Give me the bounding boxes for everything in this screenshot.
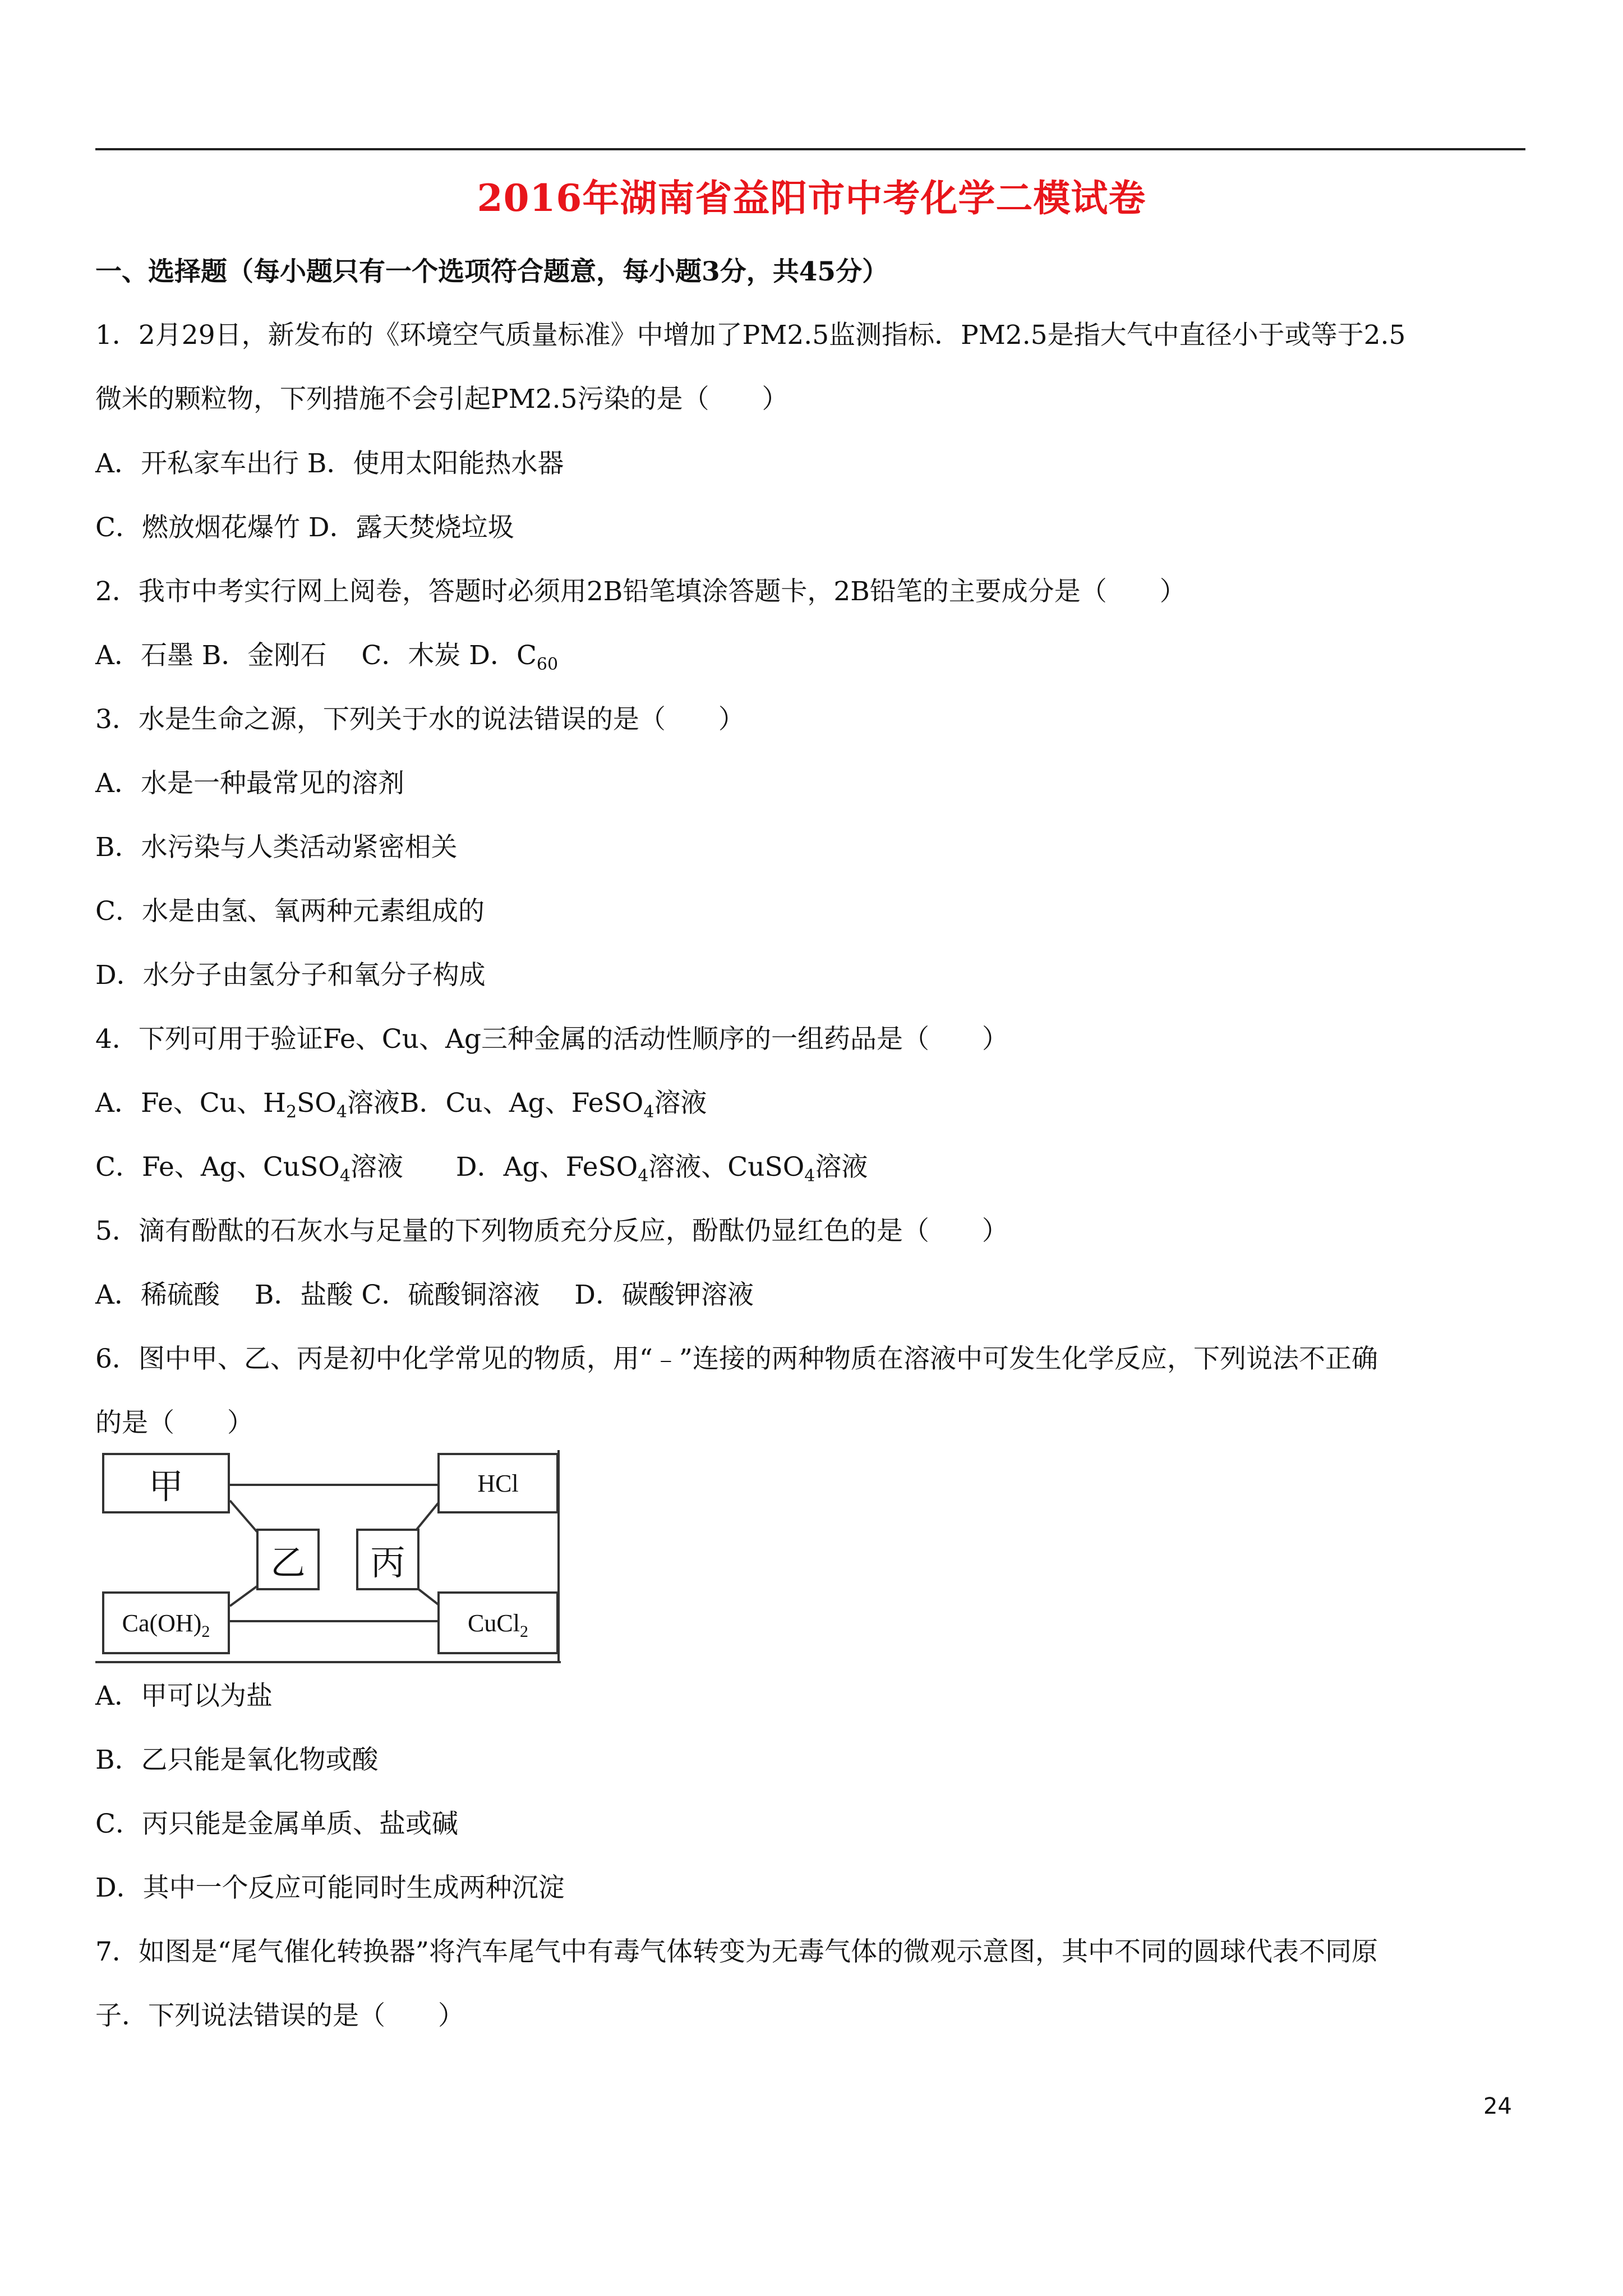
exam-title: 2016年湖南省益阳市中考化学二模试卷 [477,176,1146,220]
question-7-stem-line-1: 7．如图是“尾气催化转换器”将汽车尾气中有毒气体转变为无毒气体的微观示意图，其中不同的圆球代表不同原 [95,1936,1378,1967]
node-yi: 乙 [256,1529,320,1590]
question-4-option-line: A．Fe、Cu、$H_2SO_4$溶液B．Cu、Ag、FeSO$_4$溶液 [95,1088,707,1122]
node-cucl2: CuCl$_2$ [437,1591,559,1654]
question-3-option-a: A．水是一种最常见的溶剂 [95,768,404,799]
question-4-option-line: C．Fe、Ag、CuSO$_4$溶液 D．Ag、FeSO$_4$溶液、CuSO$_4$溶液 [95,1152,868,1186]
question-6-option-d: D．其中一个反应可能同时生成两种沉淀 [95,1872,565,1903]
section-heading: 一、选择题（每小题只有一个选项符合题意，每小题3分，共45分） [95,256,889,287]
question-1-stem-line-2: 微米的颗粒物，下列措施不会引起PM2.5污染的是（ ） [95,384,789,415]
question-2-option-line: A．石墨 B．金刚石 C．木炭 D．$C_{60}$ [95,640,559,674]
question-6-option-c: C．丙只能是金属单质、盐或碱 [95,1809,458,1839]
question-6-stem-line-2: 的是（ ） [95,1407,253,1438]
question-2-stem: 2．我市中考实行网上阅卷，答题时必须用2B铅笔填涂答题卡，2B铅笔的主要成分是（ ） [95,576,1186,607]
node-caoh2: $Ca(OH)_2$ [102,1591,230,1654]
reaction-diagram [95,1450,566,1663]
question-5-stem: 5．滴有酚酞的石灰水与足量的下列物质充分反应，酚酞仍显红色的是（ ） [95,1216,1008,1246]
question-3-option-b: B．水污染与人类活动紧密相关 [95,832,458,863]
question-5-option-line: A．稀硫酸 B．盐酸 C．硫酸铜溶液 D．碳酸钾溶液 [95,1280,754,1310]
header-rule [95,148,1525,150]
question-3-option-d: D．水分子由氢分子和氧分子构成 [95,960,486,991]
question-6-option-a: A．甲可以为盐 [95,1681,273,1711]
question-6-option-b: B．乙只能是氧化物或酸 [95,1745,379,1775]
node-hcl: HCl [437,1453,559,1513]
question-1-stem-line-1: 1．2月29日，新发布的《环境空气质量标准》中增加了PM2.5监测指标．PM2.5是指大气中直径小于或等于2.5 [95,320,1406,351]
page-number: 24 [1483,2093,1512,2119]
question-1-option-line: A．开私家车出行 B．使用太阳能热水器 [95,448,564,479]
node-jia: 甲 [102,1453,230,1513]
question-6-stem-line-1: 6．图中甲、乙、丙是初中化学常见的物质，用“﹣”连接的两种物质在溶液中可发生化学反应，下列说法不正确 [95,1343,1378,1374]
node-bing: 丙 [356,1529,419,1590]
question-1-option-line: C．燃放烟花爆竹 D．露天焚烧垃圾 [95,512,514,543]
question-3-option-c: C．水是由氢、氧两种元素组成的 [95,896,485,927]
question-7-stem-line-2: 子．下列说法错误的是（ ） [95,2000,464,2031]
question-4-stem: 4．下列可用于验证Fe、Cu、Ag三种金属的活动性顺序的一组药品是（ ） [95,1024,1009,1055]
question-3-stem: 3．水是生命之源，下列关于水的说法错误的是（ ） [95,704,745,735]
